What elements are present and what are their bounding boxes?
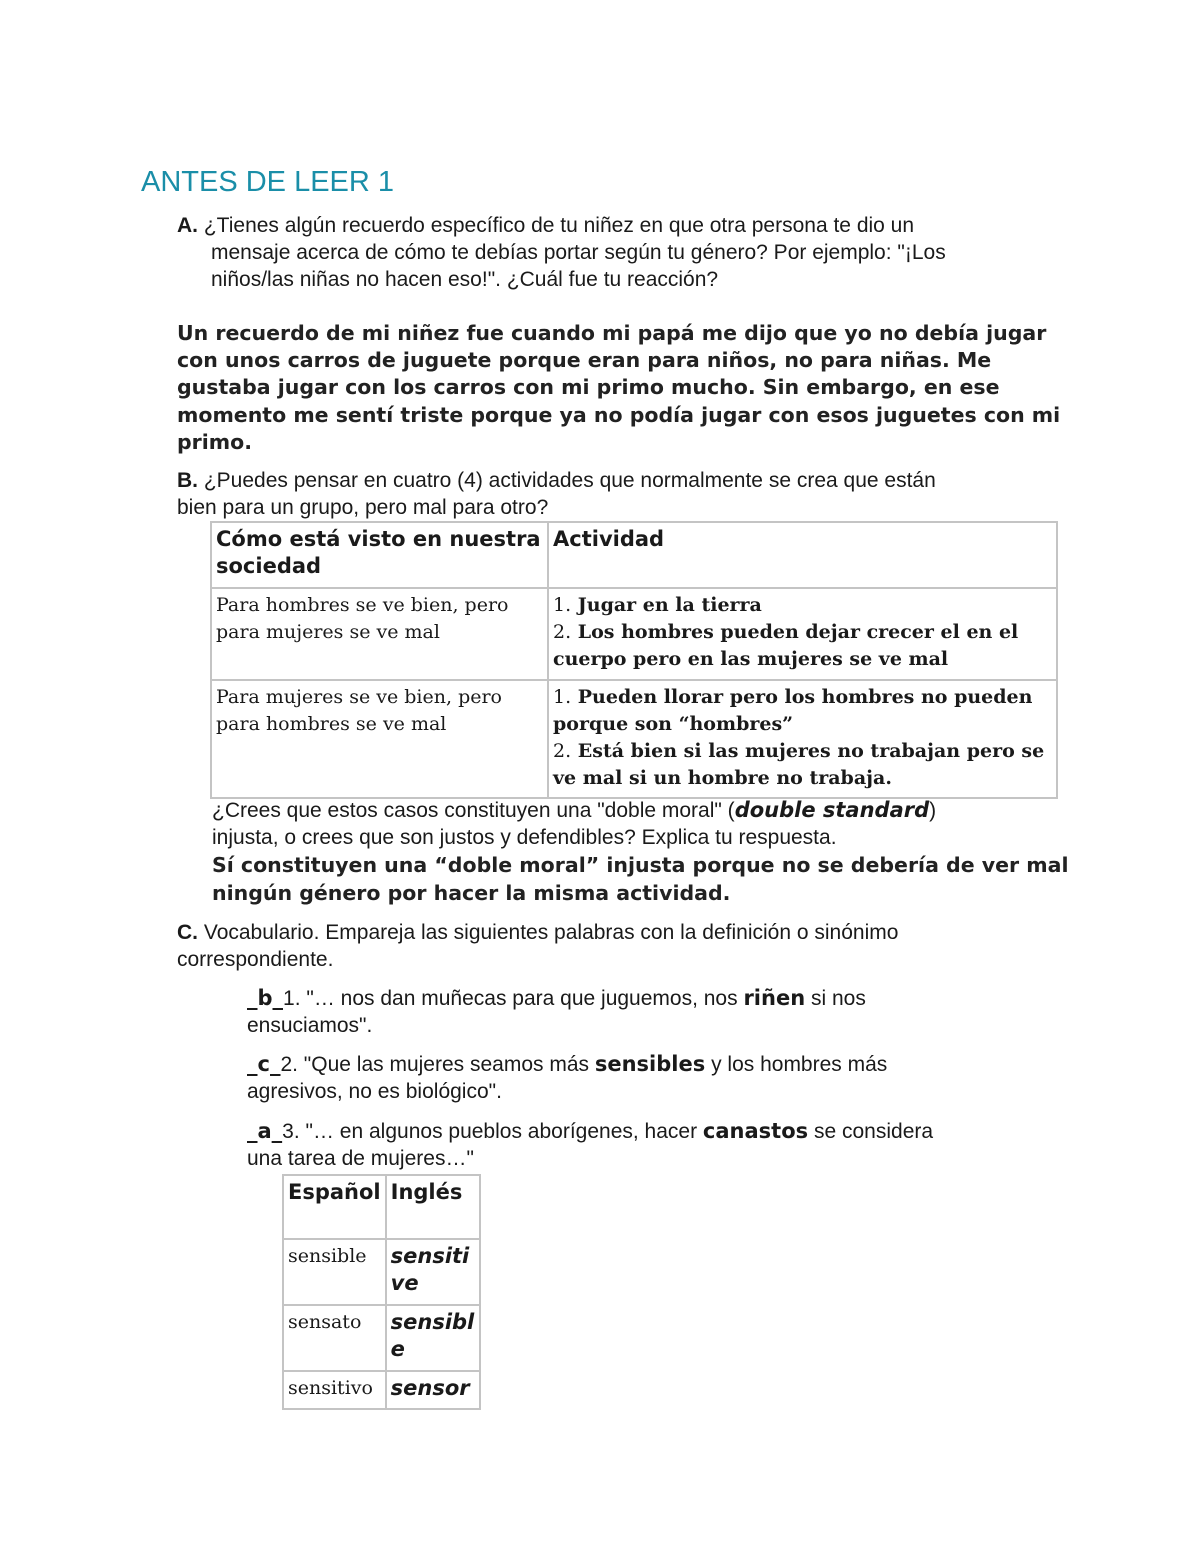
activity-text: Jugar en la tierra [577,594,762,616]
section-a-answer-line: primo. [177,430,253,454]
table-row-activities [548,588,1057,680]
section-a-label: A. [177,214,198,237]
section-c-instruction [177,919,898,946]
section-c-instruction-line2: correspondiente. [177,948,334,971]
vocab-spanish-cell: sensato [283,1305,386,1371]
section-a-answer-line: gustaba jugar con los carros con mi primo mucho. Sin embargo, en ese [177,375,1000,399]
section-a-question-line2: mensaje acerca de cómo te debías portar según tu género? Por ejemplo: "¡Los [211,241,946,264]
section-c-label: C. [177,921,198,944]
vocab-header-english: Inglés [386,1175,480,1239]
section-a-answer-line: con unos carros de juguete porque eran para niños, no para niñas. Me [177,348,992,372]
table-row [283,1305,480,1371]
table-row-label: Para hombres se ve bien, pero para mujeres se ve mal [211,588,548,680]
page-title: ANTES DE LEER 1 [141,166,395,198]
vocab-text-end: si nos [805,987,866,1010]
vocab-spanish-cell: sensible [283,1239,386,1305]
vocab-answer: _a_ [247,1119,283,1143]
vocab-text: 3. "… en algunos pueblos aborígenes, hacer [282,1120,703,1143]
activity-text: Está bien si las mujeres no trabajan pero se ve mal si un hombre no trabaja. [553,740,1045,789]
activity-text: Los hombres pueden dejar crecer el en el cuerpo pero en las mujeres se ve mal [553,621,1019,670]
vocab-item [247,985,866,1039]
section-a-question-line1: ¿Tienes algún recuerdo específico de tu niñez en que otra persona te dio un [203,214,915,237]
section-a-answer-line: momento me sentí triste porque ya no podía jugar con esos juguetes con mi [177,403,1061,427]
table-row [283,1371,480,1409]
section-a-question-line3: niños/las niñas no hacen eso!". ¿Cuál fue tu reacción? [211,268,719,291]
table-header-row [211,522,1057,588]
section-b-followup-line1 [212,797,936,824]
vocab-text: 1. "… nos dan muñecas para que juguemos, nos [283,987,744,1010]
vocab-table-header-row [283,1175,480,1239]
followup-italic: double standard [734,798,930,822]
vocab-spanish-cell: sensitivo [283,1371,386,1409]
section-b-question [177,467,936,494]
activity-number: 1. [553,594,572,616]
vocab-word: canastos [702,1119,809,1143]
section-a-question [177,212,914,239]
section-a-answer-line: Un recuerdo de mi niñez fue cuando mi papá me dijo que yo no debía jugar [177,321,1047,345]
vocab-text: 2. "Que las mujeres seamos más [280,1053,595,1076]
section-c-instruction-line1: Vocabulario. Empareja las siguientes palabras con la definición o sinónimo [203,921,899,944]
vocab-item [247,1118,933,1172]
vocab-word: sensibles [594,1052,706,1076]
vocab-item [247,1051,887,1105]
vocab-text-end: y los hombres más [705,1053,888,1076]
activity-number: 1. [553,686,572,708]
activity-item [553,619,1052,673]
activity-text: Pueden llorar pero los hombres no pueden porque son “hombres” [553,686,1033,735]
vocab-answer: _c_ [247,1052,281,1076]
section-b-followup [212,797,936,851]
table-row-label: Para mujeres se ve bien, pero para hombres se ve mal [211,680,548,798]
section-b-label: B. [177,469,198,492]
vocab-english-cell: sensible [386,1305,480,1371]
vocab-english-cell: sensor [386,1371,480,1409]
vocab-english-cell: sensitive [386,1239,480,1305]
vocab-answer: _b_ [247,986,284,1010]
table-row [211,680,1057,798]
vocab-text-line2: agresivos, no es biológico". [247,1080,502,1103]
followup-text: ¿Crees que estos casos constituyen una "doble moral" ( [212,799,735,822]
section-b-question-line2: bien para un grupo, pero mal para otro? [177,496,549,519]
vocab-word: riñen [743,986,806,1010]
section-b-answer-line: ningún género por hacer la misma actividad. [212,881,731,905]
table-row [283,1239,480,1305]
activity-number: 2. [553,740,572,762]
vocab-text-line2: una tarea de mujeres…" [247,1147,474,1170]
section-b-question-line1: ¿Puedes pensar en cuatro (4) actividades que normalmente se crea que están [203,469,936,492]
activity-item [553,592,1052,619]
stereotype-table [210,521,1058,799]
section-b-answer-line: Sí constituyen una “doble moral” injusta porque no se debería de ver mal [212,853,1069,877]
table-row-activities [548,680,1057,798]
activity-item [553,684,1052,738]
table-row [211,588,1057,680]
followup-text-end: ) [929,799,937,822]
vocab-text-line2: ensuciamos". [247,1014,373,1037]
table-header-activity: Actividad [548,522,1057,588]
activity-item [553,738,1052,792]
section-b-followup-line2: injusta, o crees que son justos y defendibles? Explica tu respuesta. [212,826,837,849]
vocab-text-end: se considera [808,1120,934,1143]
activity-number: 2. [553,621,572,643]
vocab-header-spanish: Español [283,1175,386,1239]
table-header-society: Cómo está visto en nuestra sociedad [211,522,548,588]
vocab-table [282,1174,481,1410]
